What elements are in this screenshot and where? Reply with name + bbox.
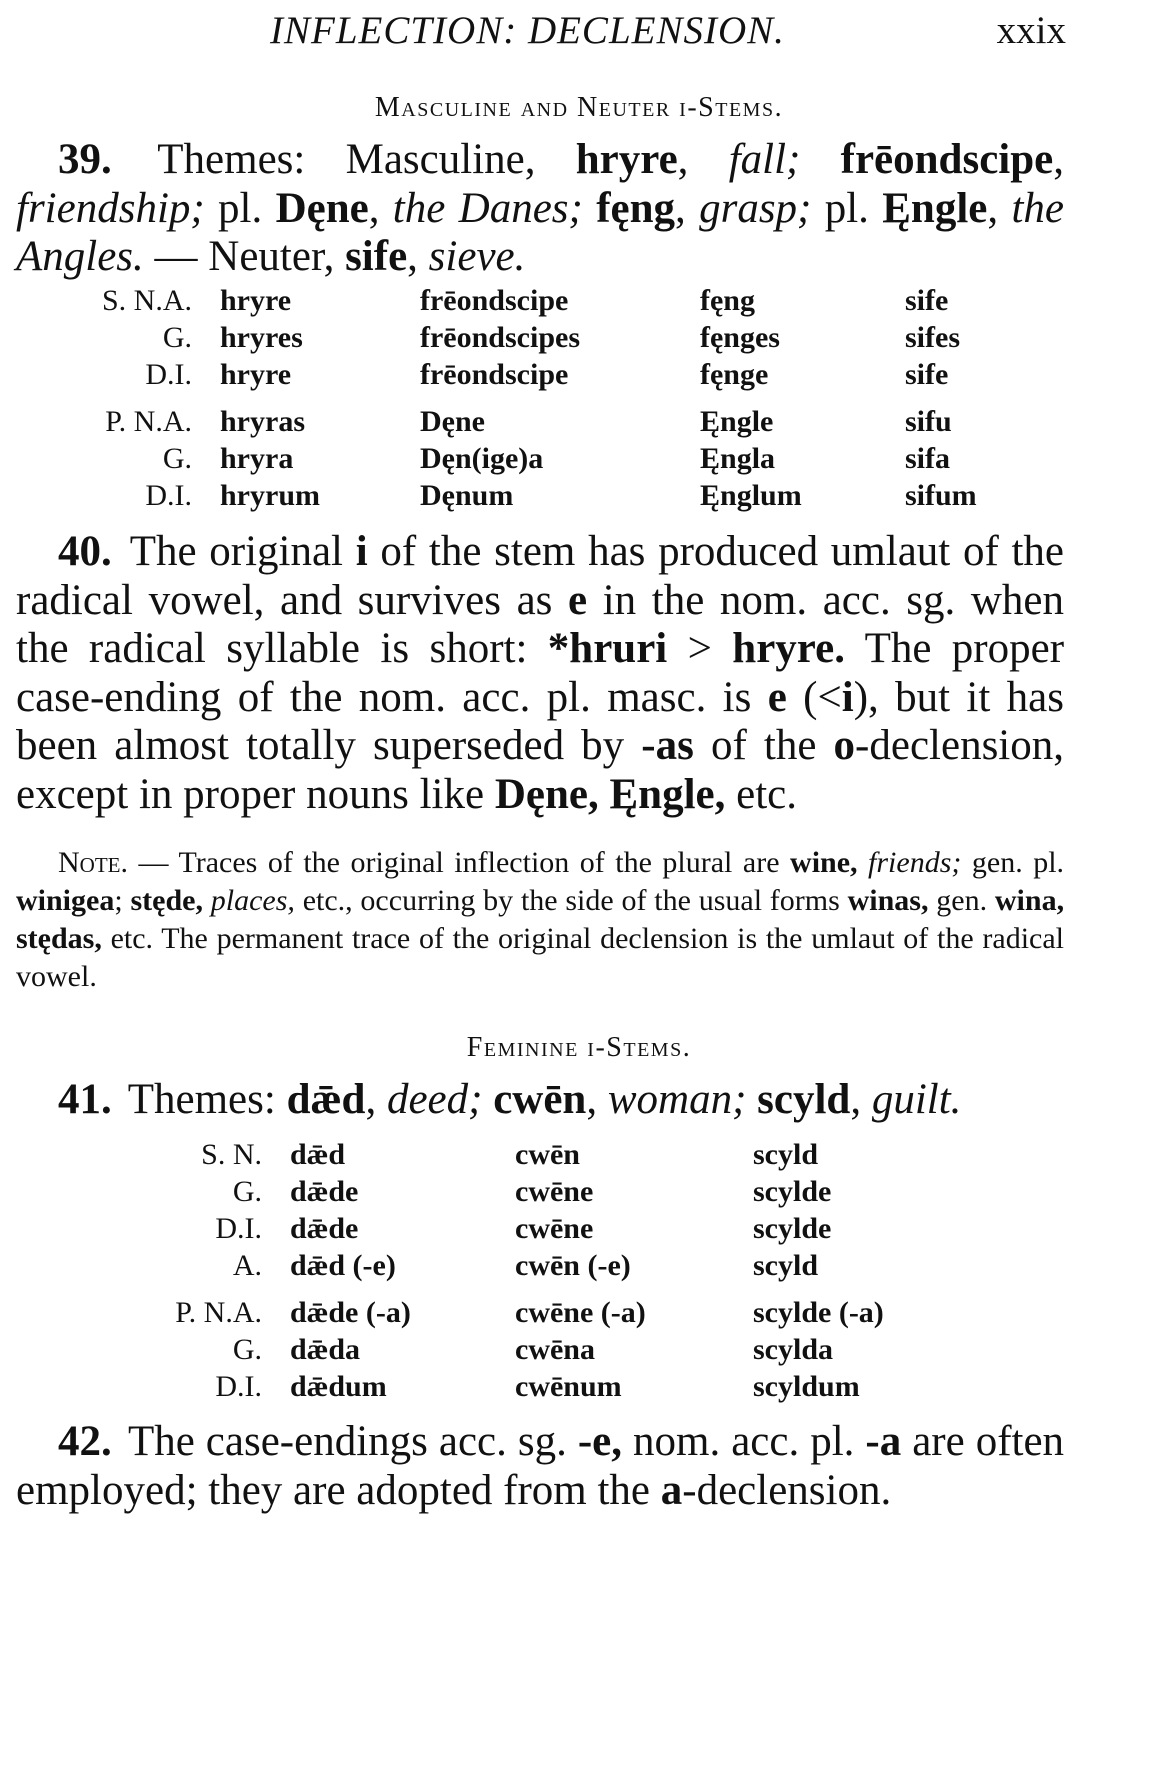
headword: dǣd [286, 1076, 366, 1123]
note-label: Note. [58, 846, 128, 879]
form: a [660, 1466, 683, 1514]
gloss: woman; [607, 1076, 747, 1123]
inflected-form: cwēna [515, 1332, 595, 1366]
gloss: friendship; [16, 184, 205, 232]
paradigm-row [40, 282, 1025, 319]
text: pl. [218, 184, 263, 232]
inflected-form: hryre [220, 357, 292, 391]
inflected-form: hryras [220, 404, 305, 438]
gloss: the Angles. [16, 184, 1065, 280]
inflected-form: dǣde [290, 1211, 359, 1245]
inflected-form: sife [905, 283, 949, 317]
text: ; [114, 884, 131, 917]
form: e [767, 673, 787, 721]
text: etc. [736, 770, 797, 818]
inflected-form: fęnge [700, 357, 769, 391]
gloss: fall; [728, 136, 801, 183]
case-label: S. N.A. [101, 283, 192, 317]
paradigm-row [110, 1210, 973, 1247]
paradigm-row [40, 440, 1025, 477]
paragraph-42 [16, 1418, 1064, 1515]
case-label: G. [232, 1332, 262, 1366]
case-label: G. [162, 441, 192, 475]
inflected-form: scylde (-a) [753, 1295, 884, 1329]
inflected-form: sifum [905, 478, 977, 512]
case-label: G. [162, 320, 192, 354]
paradigm-row [110, 1368, 973, 1405]
paragraph-number: 41. [58, 1076, 112, 1123]
text: nom. acc. pl. [633, 1418, 855, 1465]
inflected-form: dǣd [290, 1137, 346, 1171]
inflected-form: frēondscipe [420, 357, 569, 391]
inflected-form: cwēn [515, 1137, 580, 1171]
form: -e, [577, 1418, 623, 1465]
paradigm-row [40, 319, 1025, 356]
inflected-form: sifa [905, 441, 950, 475]
text: in the nom. acc. sg. when the radical syllable is short: [16, 576, 1065, 672]
case-label: G. [232, 1174, 262, 1208]
text: etc. The permanent trace of the original declension is the umlaut of the radical vowel. [16, 922, 1064, 993]
paradigm-row [40, 477, 1025, 514]
gloss: the Danes; [392, 184, 583, 232]
text: are often employed; they are adopted from the [16, 1418, 1065, 1514]
headword: fęng [596, 184, 676, 232]
paragraph-number: 39. [58, 136, 112, 183]
inflected-form: Dęn(ige)a [420, 441, 544, 475]
inflected-form: Dęne [420, 404, 485, 438]
paragraph-number: 40. [58, 528, 112, 575]
paradigm-row [110, 1247, 973, 1284]
inflected-form: Ęnglum [700, 478, 802, 512]
case-label: S. N. [201, 1137, 262, 1171]
headword: frēondscipe [840, 136, 1054, 183]
paradigm-table-masc-neut [40, 282, 1025, 514]
form: i [355, 528, 368, 575]
inflected-form: frēondscipe [420, 283, 569, 317]
case-label: P. N.A. [105, 404, 192, 438]
inflected-form: dǣde (-a) [290, 1295, 411, 1329]
case-label: D.I. [145, 478, 192, 512]
gloss: friends; [868, 846, 962, 879]
inflected-form: dǣda [290, 1332, 361, 1366]
gloss: deed; [386, 1076, 483, 1123]
text: Themes: Masculine, [157, 136, 536, 183]
inflected-form: dǣde [290, 1174, 359, 1208]
note-paragraph [16, 844, 1064, 996]
text: — Neuter, [154, 233, 335, 280]
inflected-form: cwēn (-e) [515, 1248, 631, 1282]
inflected-form: cwēne (-a) [515, 1295, 646, 1329]
paragraph-41: 41. Themes: dǣd, deed; cwēn, woman; scyld, guilt. [58, 1076, 962, 1123]
form: *hruri [547, 625, 668, 672]
text: gen. [936, 884, 988, 917]
paradigm-row [40, 393, 1025, 440]
inflected-form: cwēne [515, 1211, 594, 1245]
form: stędas, [16, 922, 102, 955]
text: ), but it has been almost totally superseded by [16, 673, 1064, 769]
form: wina, [994, 884, 1065, 917]
headword: sife [345, 233, 408, 280]
gloss: grasp; [699, 184, 812, 232]
headword: scyld [757, 1076, 851, 1123]
text: of the stem has produced umlaut of the radical vowel, and survives as [16, 528, 1065, 624]
gloss: guilt. [871, 1076, 962, 1123]
text: -declension, except in proper nouns like [16, 722, 1064, 818]
inflected-form: cwēnum [515, 1369, 622, 1403]
section-heading-feminine: Feminine i-Stems. [466, 1032, 692, 1063]
inflected-form: fęnges [700, 320, 780, 354]
paradigm-row [110, 1331, 973, 1368]
paragraph-number: 42. [58, 1418, 112, 1465]
text: of the [710, 722, 817, 769]
inflected-form: dǣd (-e) [290, 1248, 396, 1282]
form: stęde, [130, 884, 203, 917]
inflected-form: hryrum [220, 478, 320, 512]
inflected-form: fęng [700, 283, 755, 317]
inflected-form: scylda [753, 1332, 834, 1366]
inflected-form: scylde [753, 1211, 832, 1245]
case-label: A. [232, 1248, 262, 1282]
paragraph-40 [16, 528, 1064, 819]
form: o [833, 722, 856, 769]
form: e [568, 576, 588, 624]
inflected-form: Dęnum [420, 478, 514, 512]
text: pl. [824, 184, 869, 232]
inflected-form: cwēne [515, 1174, 594, 1208]
gloss: sieve. [428, 233, 526, 280]
form: hryre. [732, 625, 845, 672]
text: > [687, 625, 712, 672]
text: — Traces of the original inflection of the plural are [138, 846, 780, 879]
form: Dęne, Ęngle, [494, 770, 726, 818]
gloss: places, [210, 884, 295, 917]
inflected-form: sifu [905, 404, 952, 438]
form: i [841, 673, 854, 721]
paradigm-row [40, 356, 1025, 393]
section-heading-masc-neut: Masculine and Neuter i-Stems. [374, 92, 784, 123]
inflected-form: scyld [753, 1248, 819, 1282]
inflected-form: scyld [753, 1137, 819, 1171]
text: gen. pl. [971, 846, 1065, 879]
paradigm-row [110, 1173, 973, 1210]
text: (< [803, 673, 842, 721]
inflected-form: Ęngla [700, 441, 776, 475]
page-header [0, 8, 1158, 58]
paradigm-row [110, 1284, 973, 1331]
paradigm-table-feminine [110, 1136, 973, 1405]
text: etc., occurring by the side of the usual forms [302, 884, 840, 917]
page-number: xxix [996, 9, 1066, 52]
inflected-form: scylde [753, 1174, 832, 1208]
running-title: INFLECTION: DECLENSION. [270, 9, 785, 52]
headword: Ęngle [882, 184, 988, 232]
inflected-form: Ęngle [700, 404, 774, 438]
paradigm-row [110, 1136, 973, 1173]
inflected-form: sifes [905, 320, 960, 354]
inflected-form: frēondscipes [420, 320, 580, 354]
text: Themes: [127, 1076, 276, 1123]
form: winas, [847, 884, 929, 917]
inflected-form: dǣdum [290, 1369, 387, 1403]
inflected-form: hryre [220, 283, 292, 317]
text: -declension. [682, 1466, 892, 1514]
case-label: D.I. [215, 1369, 262, 1403]
case-label: D.I. [145, 357, 192, 391]
form: -as [641, 722, 694, 769]
inflected-form: sife [905, 357, 949, 391]
inflected-form: scyldum [753, 1369, 860, 1403]
form: -a [865, 1418, 902, 1465]
text: The proper case-ending of the nom. acc. pl. masc. is [16, 625, 1065, 721]
form: winigea [16, 884, 115, 917]
form: wine, [790, 846, 858, 879]
paragraph-39: 39. Themes: Masculine, hryre, fall; frēondscipe, friendship; pl. Dęne, the Danes; fęng, grasp; pl. Ęngle, the Angles. — Neuter, sife, sieve. [16, 136, 1065, 280]
headword: Dęne [275, 184, 369, 232]
case-label: P. N.A. [175, 1295, 262, 1329]
inflected-form: hryra [220, 441, 294, 475]
headword: hryre [575, 136, 678, 183]
case-label: D.I. [215, 1211, 262, 1245]
text: The original [129, 528, 343, 575]
headword: cwēn [493, 1076, 587, 1123]
inflected-form: hryres [220, 320, 303, 354]
text: The case-endings acc. sg. [127, 1418, 567, 1465]
